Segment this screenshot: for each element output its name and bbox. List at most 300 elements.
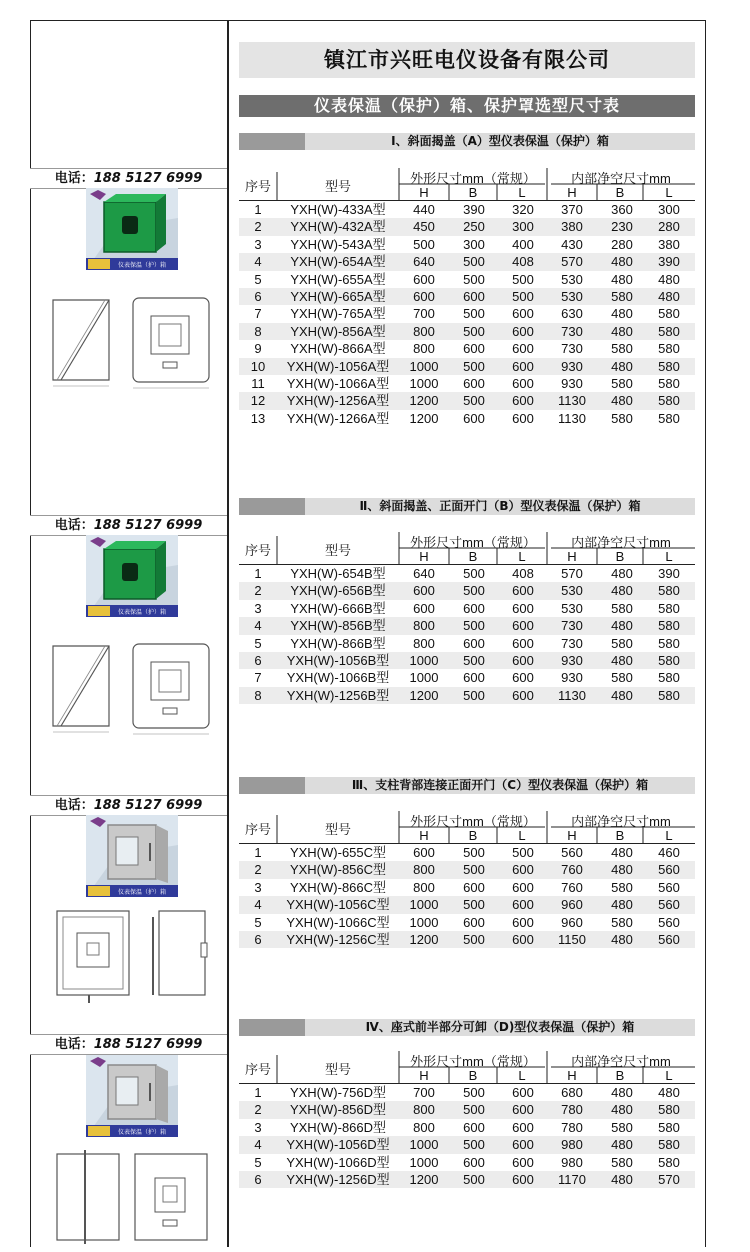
table-header	[239, 532, 695, 565]
outer-l: 408	[512, 566, 534, 581]
inner-b: 580	[611, 635, 633, 651]
inner-b: 230	[611, 219, 633, 235]
outer-b: 500	[463, 931, 485, 947]
inner-b: 480	[611, 687, 633, 703]
outer-h: 800	[413, 1102, 435, 1118]
table-row	[239, 340, 695, 357]
row-index: 5	[254, 635, 262, 651]
row-index: 2	[254, 583, 262, 599]
outer-b: 600	[463, 375, 485, 391]
spec-table	[239, 532, 695, 704]
header-index: 序号	[244, 179, 271, 194]
section-title	[239, 1019, 695, 1036]
table-row	[239, 931, 695, 948]
table-header	[239, 1051, 695, 1084]
outer-b: 600	[463, 1154, 485, 1170]
header-index: 序号	[244, 543, 271, 558]
inner-l: 580	[658, 1154, 680, 1170]
inner-l: 580	[658, 618, 680, 634]
outer-l: 600	[512, 358, 534, 374]
inner-b: 580	[611, 914, 633, 930]
inner-b: 480	[611, 1137, 633, 1153]
header-inner-l: L	[665, 828, 673, 843]
outer-h: 600	[413, 600, 435, 616]
outer-l: 600	[512, 583, 534, 599]
table-row	[239, 1154, 695, 1171]
inner-l: 460	[658, 845, 680, 860]
inner-b: 480	[611, 358, 633, 374]
outer-b: 500	[463, 897, 485, 913]
header-outer: 外形尺寸mm（常规）	[410, 171, 536, 186]
inner-l: 570	[658, 1171, 680, 1187]
phone-label: 电话：	[54, 518, 94, 533]
outer-l: 600	[512, 670, 534, 686]
row-index: 2	[254, 1102, 262, 1118]
table-row	[239, 1136, 695, 1153]
row-model: YXH(W)-1256D型	[286, 1171, 390, 1187]
header-outer-h: H	[419, 1068, 429, 1083]
inner-l: 580	[658, 323, 680, 339]
phone-number	[30, 168, 227, 189]
row-index: 8	[254, 323, 262, 339]
column-divider	[227, 20, 229, 1247]
header-inner-b: B	[615, 549, 625, 564]
inner-l: 280	[658, 219, 680, 235]
inner-h: 1170	[558, 1171, 586, 1187]
table-row	[239, 669, 695, 686]
row-model: YXH(W)-655A型	[290, 271, 386, 287]
outer-h: 1000	[409, 1154, 439, 1170]
inner-l: 380	[658, 236, 680, 252]
outer-h: 700	[413, 306, 435, 322]
spec-table	[239, 1051, 695, 1188]
outer-b: 500	[463, 271, 485, 287]
inner-b: 480	[611, 1085, 633, 1100]
header-model: 型号	[324, 1062, 351, 1077]
header-outer-b: B	[468, 1068, 478, 1083]
phone-number	[30, 515, 227, 536]
table-row	[239, 861, 695, 878]
row-index: 7	[254, 306, 262, 322]
inner-h: 630	[561, 306, 583, 322]
outer-l: 600	[512, 1154, 534, 1170]
outer-b: 300	[463, 236, 485, 252]
row-index: 4	[254, 897, 262, 913]
outer-l: 600	[512, 618, 534, 634]
inner-l: 560	[658, 862, 680, 878]
row-model: YXH(W)-1256B型	[286, 687, 390, 703]
inner-b: 480	[611, 271, 633, 287]
outer-b: 600	[463, 341, 485, 357]
row-index: 4	[254, 254, 262, 270]
outer-h: 800	[413, 1119, 435, 1135]
row-index: 2	[254, 862, 262, 878]
header-outer: 外形尺寸mm（常规）	[410, 814, 536, 829]
row-model: YXH(W)-1066B型	[286, 670, 390, 686]
spec-table	[239, 168, 695, 427]
inner-b: 580	[611, 879, 633, 895]
row-model: YXH(W)-856D型	[289, 1102, 387, 1118]
outer-h: 1000	[409, 652, 439, 668]
outer-l: 600	[512, 862, 534, 878]
outer-h: 800	[413, 618, 435, 634]
outer-b: 600	[463, 1119, 485, 1135]
row-model: YXH(W)-1066D型	[286, 1154, 390, 1170]
inner-l: 580	[658, 652, 680, 668]
row-model: YXH(W)-1266A型	[286, 410, 390, 426]
inner-b: 580	[611, 288, 633, 304]
outer-h: 1200	[409, 687, 439, 703]
inner-l: 580	[658, 1102, 680, 1118]
inner-h: 570	[561, 254, 583, 270]
table-row	[239, 218, 695, 235]
outer-b: 500	[463, 1085, 485, 1100]
outer-l: 500	[512, 271, 534, 287]
outer-l: 600	[512, 897, 534, 913]
outer-l: 600	[512, 1137, 534, 1153]
row-index: 1	[254, 1085, 262, 1100]
inner-b: 480	[611, 862, 633, 878]
row-model: YXH(W)-856B型	[290, 618, 386, 634]
outer-h: 1000	[409, 897, 439, 913]
outer-h: 1200	[409, 1171, 439, 1187]
table-row	[239, 410, 695, 427]
row-index: 8	[254, 687, 262, 703]
spec-table	[239, 811, 695, 948]
header-inner: 内部净空尺寸mm	[571, 814, 671, 829]
outer-h: 1200	[409, 931, 439, 947]
inner-h: 380	[561, 219, 583, 235]
section-title	[239, 498, 695, 515]
row-index: 4	[254, 1137, 262, 1153]
inner-l: 580	[658, 341, 680, 357]
outer-b: 500	[463, 323, 485, 339]
table-row	[239, 305, 695, 322]
inner-l: 480	[658, 288, 680, 304]
inner-h: 780	[561, 1119, 583, 1135]
outer-h: 800	[413, 635, 435, 651]
inner-h: 1130	[558, 393, 586, 409]
row-model: YXH(W)-866A型	[290, 341, 386, 357]
header-outer-l: L	[518, 185, 526, 200]
inner-b: 480	[611, 583, 633, 599]
inner-b: 480	[611, 931, 633, 947]
outer-l: 600	[512, 393, 534, 409]
outer-b: 600	[463, 670, 485, 686]
row-index: 4	[254, 618, 262, 634]
header-inner-l: L	[665, 185, 673, 200]
outer-b: 600	[463, 600, 485, 616]
inner-h: 530	[561, 271, 583, 287]
header-inner-l: L	[665, 1068, 673, 1083]
header-inner-b: B	[615, 1068, 625, 1083]
inner-b: 480	[611, 254, 633, 270]
header-inner-b: B	[615, 828, 625, 843]
inner-h: 530	[561, 600, 583, 616]
inner-b: 480	[611, 566, 633, 581]
outer-l: 600	[512, 652, 534, 668]
table-row	[239, 582, 695, 599]
outer-l: 600	[512, 375, 534, 391]
inner-h: 730	[561, 618, 583, 634]
table-row	[239, 635, 695, 652]
outer-l: 600	[512, 687, 534, 703]
inner-h: 370	[561, 202, 583, 217]
inner-b: 580	[611, 410, 633, 426]
outer-b: 500	[463, 583, 485, 599]
table-row	[239, 1171, 695, 1188]
product-photo	[86, 188, 178, 270]
inner-h: 930	[561, 375, 583, 391]
header-outer: 外形尺寸mm（常规）	[410, 535, 536, 550]
table-row	[239, 1101, 695, 1118]
header-outer-l: L	[518, 549, 526, 564]
technical-drawing	[47, 903, 217, 1003]
section-title-text: Ⅳ、座式前半部分可卸（D)型仪表保温（保护）箱	[365, 1020, 635, 1034]
section-title	[239, 133, 695, 150]
outer-h: 1000	[409, 1137, 439, 1153]
row-model: YXH(W)-1056B型	[286, 652, 390, 668]
row-model: YXH(W)-433A型	[290, 202, 386, 217]
table-row	[239, 288, 695, 305]
inner-l: 480	[658, 271, 680, 287]
row-model: YXH(W)-1056D型	[286, 1137, 390, 1153]
row-model: YXH(W)-654A型	[290, 254, 386, 270]
outer-h: 800	[413, 862, 435, 878]
inner-h: 760	[561, 862, 583, 878]
inner-h: 730	[561, 635, 583, 651]
inner-l: 580	[658, 687, 680, 703]
table-row	[239, 1084, 695, 1101]
row-model: YXH(W)-756D型	[289, 1085, 387, 1100]
company-name: 镇江市兴旺电仪设备有限公司	[239, 42, 695, 78]
outer-b: 600	[463, 879, 485, 895]
outer-l: 320	[512, 202, 534, 217]
outer-l: 500	[512, 845, 534, 860]
table-body	[239, 201, 695, 427]
header-outer-h: H	[419, 828, 429, 843]
outer-l: 600	[512, 600, 534, 616]
outer-l: 600	[512, 306, 534, 322]
phone-digits: 188 5127 6999	[93, 171, 203, 186]
inner-l: 300	[658, 202, 680, 217]
inner-b: 480	[611, 845, 633, 860]
technical-drawing	[47, 292, 217, 392]
row-index: 2	[254, 219, 262, 235]
inner-h: 430	[561, 236, 583, 252]
row-model: YXH(W)-856C型	[289, 862, 387, 878]
inner-b: 580	[611, 1119, 633, 1135]
row-index: 1	[254, 566, 262, 581]
outer-h: 1200	[409, 410, 439, 426]
table-row	[239, 687, 695, 704]
table-row	[239, 201, 695, 218]
outer-b: 500	[463, 1102, 485, 1118]
table-row	[239, 375, 695, 392]
row-index: 5	[254, 271, 262, 287]
inner-h: 1150	[558, 931, 586, 947]
row-model: YXH(W)-1056C型	[286, 897, 390, 913]
table-row	[239, 565, 695, 582]
outer-l: 400	[512, 236, 534, 252]
inner-h: 930	[561, 652, 583, 668]
inner-l: 580	[658, 358, 680, 374]
outer-l: 408	[512, 254, 534, 270]
outer-b: 600	[463, 914, 485, 930]
inner-b: 280	[611, 236, 633, 252]
row-model: YXH(W)-866B型	[290, 635, 386, 651]
row-index: 6	[254, 652, 262, 668]
header-outer-l: L	[518, 828, 526, 843]
header-inner-h: H	[567, 1068, 577, 1083]
inner-l: 580	[658, 410, 680, 426]
row-index: 13	[250, 410, 266, 426]
inner-b: 480	[611, 393, 633, 409]
phone-number	[30, 1034, 227, 1055]
table-row	[239, 914, 695, 931]
header-inner-h: H	[567, 549, 577, 564]
outer-h: 1000	[409, 375, 439, 391]
outer-b: 500	[463, 862, 485, 878]
table-row	[239, 323, 695, 340]
inner-l: 580	[658, 375, 680, 391]
row-index: 6	[254, 1171, 262, 1187]
table-row	[239, 844, 695, 861]
table-row	[239, 236, 695, 253]
header-index: 序号	[244, 1062, 271, 1077]
row-index: 9	[254, 341, 262, 357]
header-model: 型号	[324, 543, 351, 558]
section-title-text: Ⅲ、支柱背部连接正面开门（C）型仪表保温（保护）箱	[351, 778, 649, 792]
header-outer-b: B	[468, 549, 478, 564]
row-index: 5	[254, 914, 262, 930]
outer-l: 600	[512, 323, 534, 339]
outer-b: 500	[463, 845, 485, 860]
outer-b: 500	[463, 1171, 485, 1187]
inner-b: 480	[611, 1102, 633, 1118]
inner-h: 760	[561, 879, 583, 895]
inner-h: 730	[561, 341, 583, 357]
row-index: 5	[254, 1154, 262, 1170]
outer-b: 500	[463, 1137, 485, 1153]
row-model: YXH(W)-432A型	[290, 219, 386, 235]
outer-l: 600	[512, 1119, 534, 1135]
header-index: 序号	[244, 822, 271, 837]
outer-h: 600	[413, 583, 435, 599]
inner-h: 1130	[558, 410, 586, 426]
header-outer-b: B	[468, 828, 478, 843]
inner-h: 680	[561, 1085, 583, 1100]
outer-b: 390	[463, 202, 485, 217]
inner-b: 580	[611, 1154, 633, 1170]
outer-l: 600	[512, 914, 534, 930]
outer-l: 600	[512, 410, 534, 426]
outer-b: 500	[463, 306, 485, 322]
header-inner-b: B	[615, 185, 625, 200]
table-row	[239, 253, 695, 270]
header-outer-b: B	[468, 185, 478, 200]
outer-h: 600	[413, 271, 435, 287]
row-index: 3	[254, 600, 262, 616]
inner-l: 480	[658, 1085, 680, 1100]
phone-number	[30, 795, 227, 816]
outer-h: 440	[413, 202, 435, 217]
section-title-text: Ⅰ、斜面揭盖（A）型仪表保温（保护）箱	[391, 134, 609, 148]
row-model: YXH(W)-656B型	[290, 583, 386, 599]
row-index: 1	[254, 202, 262, 217]
inner-l: 580	[658, 635, 680, 651]
outer-h: 1000	[409, 914, 439, 930]
inner-b: 480	[611, 1171, 633, 1187]
product-photo	[86, 815, 178, 897]
outer-l: 600	[512, 931, 534, 947]
outer-l: 600	[512, 1102, 534, 1118]
table-body	[239, 844, 695, 948]
outer-l: 600	[512, 341, 534, 357]
table-row	[239, 392, 695, 409]
row-model: YXH(W)-866C型	[289, 879, 387, 895]
row-index: 12	[250, 393, 266, 409]
svg-text:仪表保温（护）箱: 仪表保温（护）箱	[117, 609, 167, 616]
row-index: 3	[254, 236, 262, 252]
row-index: 7	[254, 670, 262, 686]
inner-l: 390	[658, 254, 680, 270]
outer-h: 600	[413, 288, 435, 304]
row-index: 1	[254, 845, 262, 860]
section-title-text: Ⅱ、斜面揭盖、正面开门（B）型仪表保温（保护）箱	[359, 499, 641, 513]
table-row	[239, 600, 695, 617]
page-subtitle: 仪表保温（保护）箱、保护罩选型尺寸表	[239, 95, 695, 117]
outer-b: 500	[463, 358, 485, 374]
section-title-lead	[239, 1019, 305, 1036]
inner-l: 390	[658, 566, 680, 581]
outer-h: 800	[413, 341, 435, 357]
inner-h: 780	[561, 1102, 583, 1118]
row-model: YXH(W)-655C型	[289, 845, 387, 860]
row-model: YXH(W)-543A型	[290, 236, 386, 252]
header-inner: 内部净空尺寸mm	[571, 171, 671, 186]
phone-label: 电话：	[54, 1037, 94, 1052]
svg-text:仪表保温（护）箱: 仪表保温（护）箱	[117, 1129, 167, 1136]
outer-h: 800	[413, 879, 435, 895]
phone-digits: 188 5127 6999	[93, 798, 203, 813]
inner-l: 560	[658, 914, 680, 930]
header-inner: 内部净空尺寸mm	[571, 535, 671, 550]
svg-text:仪表保温（护）箱: 仪表保温（护）箱	[117, 262, 167, 269]
row-model: YXH(W)-1066A型	[286, 375, 390, 391]
row-model: YXH(W)-1066C型	[286, 914, 390, 930]
phone-digits: 188 5127 6999	[93, 518, 203, 533]
inner-b: 480	[611, 897, 633, 913]
technical-drawing	[47, 638, 217, 738]
row-model: YXH(W)-1256A型	[286, 393, 390, 409]
outer-b: 500	[463, 254, 485, 270]
outer-h: 1000	[409, 358, 439, 374]
row-model: YXH(W)-765A型	[290, 306, 386, 322]
technical-drawing	[47, 1148, 217, 1248]
inner-h: 930	[561, 670, 583, 686]
outer-b: 600	[463, 410, 485, 426]
inner-h: 960	[561, 897, 583, 913]
inner-l: 560	[658, 931, 680, 947]
row-model: YXH(W)-856A型	[290, 323, 386, 339]
inner-h: 530	[561, 288, 583, 304]
inner-b: 580	[611, 341, 633, 357]
outer-h: 800	[413, 323, 435, 339]
header-model: 型号	[324, 179, 351, 194]
inner-b: 580	[611, 600, 633, 616]
row-index: 11	[251, 375, 265, 391]
